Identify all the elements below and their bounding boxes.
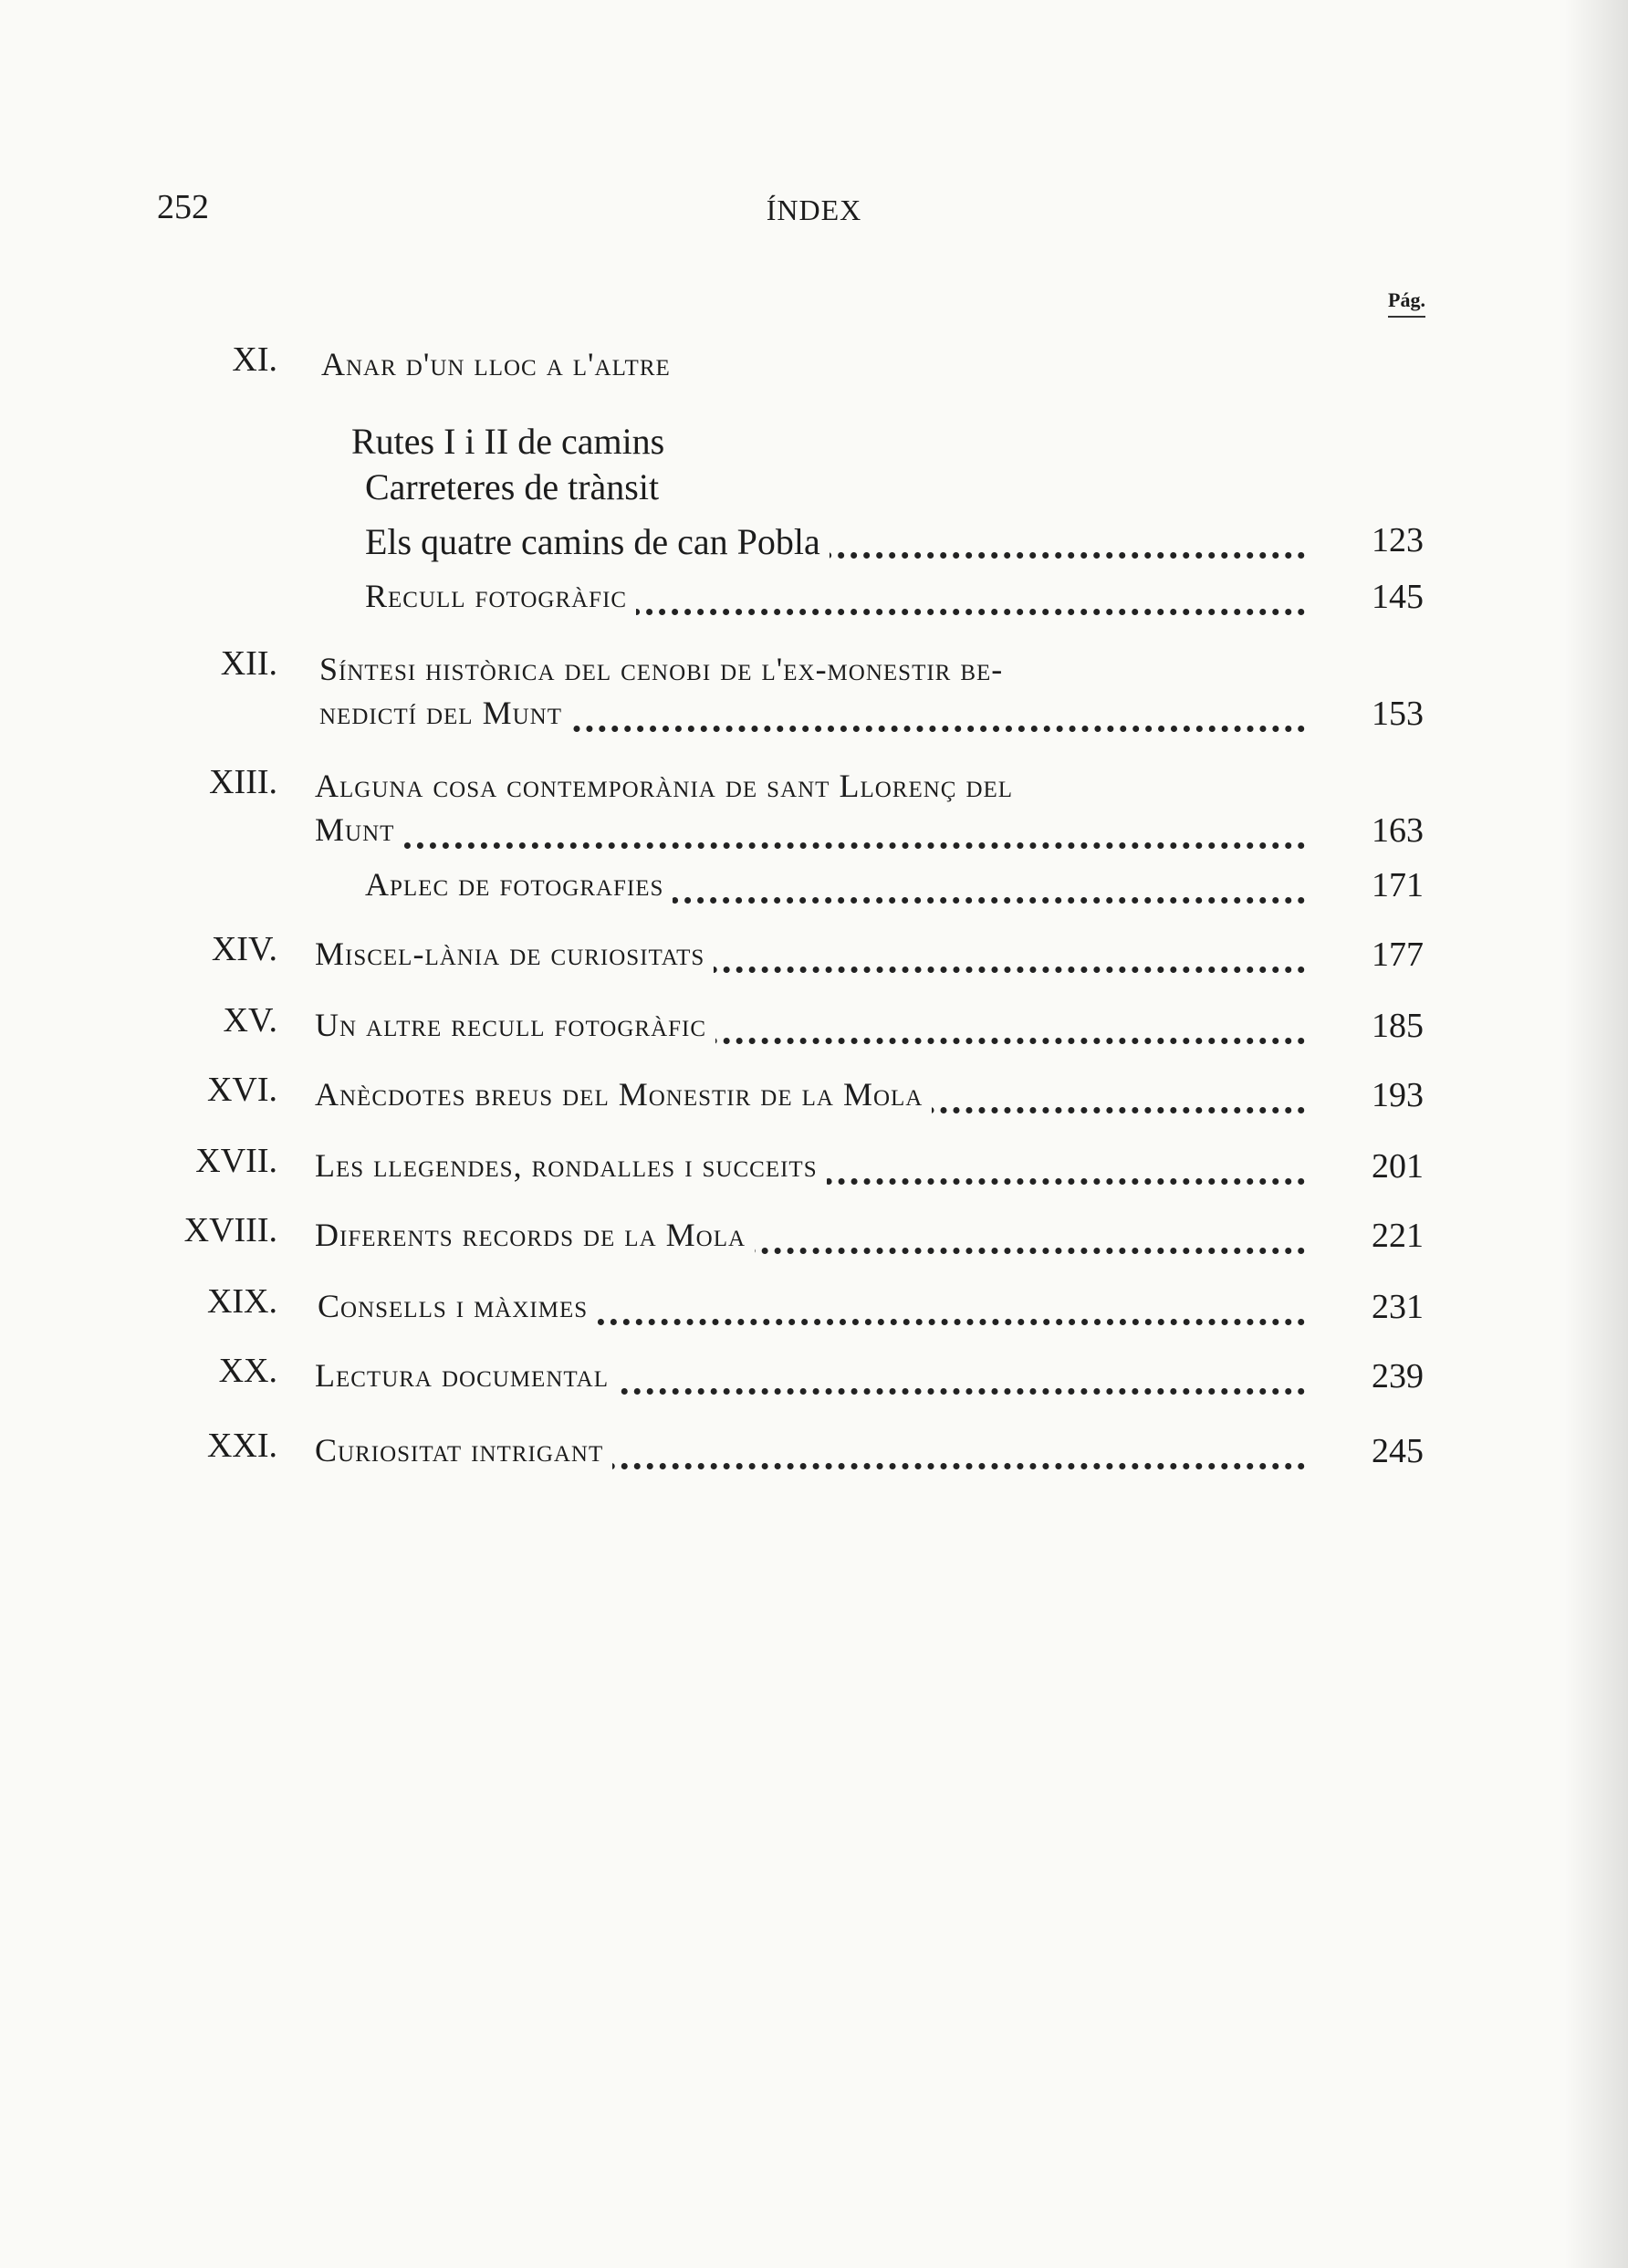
entry-numeral: XXI. bbox=[206, 1427, 277, 1465]
entry-title: Recull fotogràfic bbox=[365, 577, 636, 615]
entry-page: 221 bbox=[1372, 1217, 1424, 1255]
entry-title: Anècdotes breus del Monestir de la Mola bbox=[315, 1075, 932, 1113]
entry-numeral: XVII. bbox=[195, 1142, 277, 1180]
entry-page: 193 bbox=[1372, 1076, 1424, 1114]
toc-subtitle bbox=[365, 465, 1478, 513]
entry-subtitle: Carreteres de trànsit bbox=[365, 465, 668, 508]
entry-title-continued: Munt bbox=[315, 810, 403, 849]
entry-numeral: XII. bbox=[220, 644, 277, 683]
entry-title: Curiositat intrigant bbox=[315, 1431, 612, 1469]
entry-page: 145 bbox=[1372, 578, 1424, 616]
entry-title: Miscel-lània de curiositats bbox=[315, 935, 714, 973]
entry-title: Anar d'un lloc a l'altre bbox=[321, 345, 680, 383]
entry-page: 245 bbox=[1372, 1432, 1424, 1470]
entry-subtitle: Rutes I i II de camins bbox=[351, 420, 673, 463]
page-column-label: Pág. bbox=[1388, 288, 1425, 318]
entry-numeral: XX. bbox=[218, 1352, 277, 1390]
entry-page: 163 bbox=[1372, 811, 1424, 850]
toc-entry bbox=[318, 1287, 1424, 1334]
entry-page: 153 bbox=[1372, 695, 1424, 733]
entry-title: Un altre recull fotogràfic bbox=[315, 1006, 715, 1044]
entry-title: Lectura documental bbox=[315, 1356, 618, 1395]
entry-page: 177 bbox=[1372, 935, 1424, 974]
toc-entry bbox=[315, 1356, 1424, 1404]
entry-title: Alguna cosa contemporània de sant Llorenç del bbox=[315, 767, 1022, 805]
toc-entry bbox=[315, 1146, 1424, 1194]
toc-subtitle bbox=[351, 420, 1465, 467]
entry-page: 231 bbox=[1372, 1288, 1424, 1326]
entry-title: Síntesi històrica del cenobi de l'ex-monestir be- bbox=[319, 650, 1012, 688]
entry-page: 185 bbox=[1372, 1007, 1424, 1045]
dot-leader bbox=[315, 842, 1305, 849]
entry-numeral: XIII. bbox=[209, 763, 277, 801]
entry-page: 123 bbox=[1372, 521, 1424, 559]
toc-entry bbox=[319, 694, 1424, 741]
toc-entry bbox=[315, 1075, 1424, 1123]
entry-title: Els quatre camins de can Pobla bbox=[365, 520, 830, 563]
toc-entry bbox=[321, 345, 1435, 392]
entry-numeral: XV. bbox=[223, 1001, 277, 1040]
entry-numeral: XIX. bbox=[206, 1282, 277, 1321]
toc-entry-line1 bbox=[315, 767, 1428, 814]
toc-entry bbox=[365, 520, 1424, 568]
entry-title: Diferents records de la Mola bbox=[315, 1216, 755, 1254]
toc-entry bbox=[365, 577, 1424, 624]
entry-numeral: XVI. bbox=[206, 1071, 277, 1109]
page-title: ÍNDEX bbox=[766, 193, 862, 226]
entry-page: 171 bbox=[1372, 866, 1424, 904]
entry-title: Les llegendes, rondalles i succeits bbox=[315, 1146, 827, 1185]
toc-entry-line1 bbox=[319, 650, 1433, 697]
toc-entry bbox=[315, 1431, 1424, 1479]
toc-entry bbox=[315, 1216, 1424, 1263]
toc-entry bbox=[315, 810, 1424, 858]
entry-page: 201 bbox=[1372, 1147, 1424, 1186]
entry-numeral: XVIII. bbox=[183, 1211, 277, 1249]
entry-title: Consells i màximes bbox=[318, 1287, 597, 1325]
toc-entry bbox=[315, 935, 1424, 982]
entry-title-continued: nedictí del Munt bbox=[319, 694, 571, 732]
entry-title: Aplec de fotografies bbox=[365, 865, 673, 904]
entry-page: 239 bbox=[1372, 1357, 1424, 1395]
entry-numeral: XI. bbox=[232, 340, 277, 379]
entry-numeral: XIV. bbox=[211, 930, 277, 968]
toc-entry bbox=[315, 1006, 1424, 1053]
toc-entry bbox=[365, 865, 1424, 913]
page-number: 252 bbox=[157, 188, 209, 226]
